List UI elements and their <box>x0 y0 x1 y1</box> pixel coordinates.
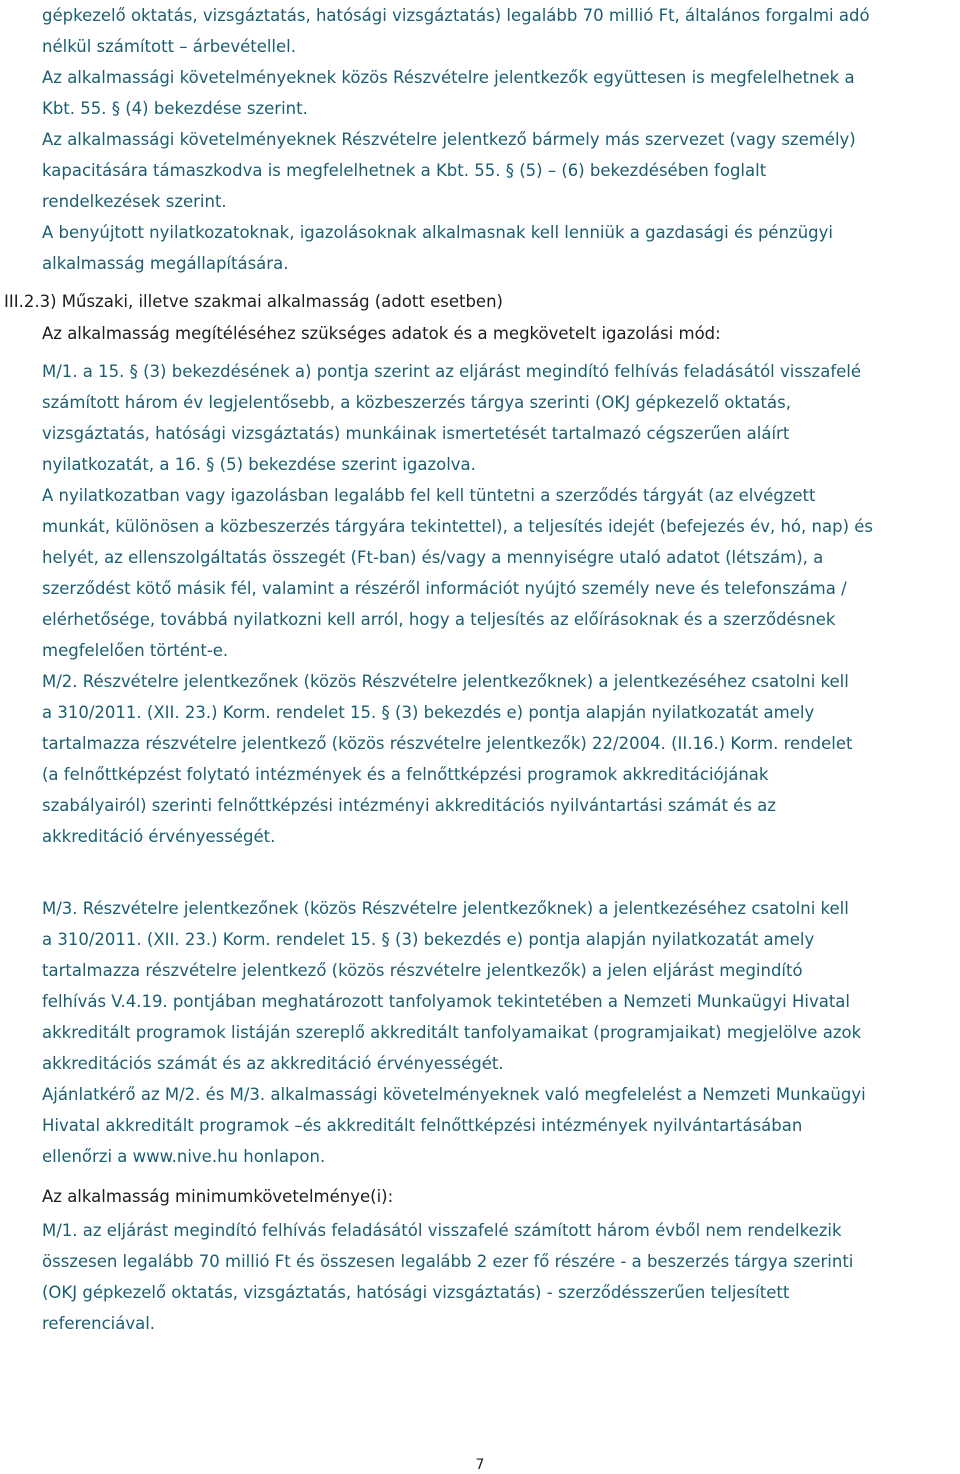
text-line: A benyújtott nyilatkozatoknak, igazolásoknak alkalmasnak kell lenniük a gazdasági és pénzügyi <box>42 223 833 242</box>
text-line: a 310/2011. (XII. 23.) Korm. rendelet 15. § (3) bekezdés e) pontja alapján nyilatkozatát amely <box>42 930 815 949</box>
text-line: felhívás V.4.19. pontjában meghatározott tanfolyamok tekintetében a Nemzeti Munkaügyi Hivatal <box>42 992 850 1011</box>
text-line: Az alkalmassági követelményeknek Részvételre jelentkező bármely más szervezet (vagy személy) <box>42 130 856 149</box>
minimum-m1-paragraph <box>42 1215 942 1339</box>
minimum-label-block <box>42 1181 942 1212</box>
text-line: megfelelően történt-e. <box>42 641 229 660</box>
text-line: Ajánlatkérő az M/2. és M/3. alkalmassági követelményeknek való megfelelést a Nemzeti Munkaügyi <box>42 1085 866 1104</box>
text-line: M/1. az eljárást megindító felhívás feladásától visszafelé számított három évből nem rendelkezik <box>42 1221 842 1240</box>
text-line: M/2. Részvételre jelentkezőnek (közös Részvételre jelentkezőknek) a jelentkezéséhez csatolni kell <box>42 672 849 691</box>
text-line: a 310/2011. (XII. 23.) Korm. rendelet 15. § (3) bekezdés e) pontja alapján nyilatkozatát amely <box>42 703 815 722</box>
text-line: tartalmazza részvételre jelentkező (közös részvételre jelentkezők) 22/2004. (II.16.) Korm. rendelet <box>42 734 853 753</box>
text-line: rendelkezések szerint. <box>42 192 227 211</box>
text-line: akkreditáció érvényességét. <box>42 827 276 846</box>
m3-paragraphs <box>42 893 942 1172</box>
page-number: 7 <box>475 1457 485 1473</box>
text-line: vizsgáztatás, hatósági vizsgáztatás) munkáinak ismertetését tartalmazó cégszerűen aláírt <box>42 424 790 443</box>
text-line: M/1. a 15. § (3) bekezdésének a) pontja szerint az eljárást megindító felhívás feladásától visszafelé <box>42 362 862 381</box>
text-line: akkreditált programok listáján szereplő akkreditált tanfolyamaikat (programjaikat) megjelölve azok <box>42 1023 862 1042</box>
text-line: kapacitására támaszkodva is megfelelhetnek a Kbt. 55. § (5) – (6) bekezdésében foglalt <box>42 161 767 180</box>
text-line: szerződést kötő másik fél, valamint a részéről információt nyújtó személy neve és telefonszáma / <box>42 579 847 598</box>
mode-label-block <box>42 318 942 349</box>
text-line: nélkül számított – árbevétellel. <box>42 37 297 56</box>
text-line: munkát, különösen a közbeszerzés tárgyára tekintettel), a teljesítés idejét (befejezés év, hó, nap) és <box>42 517 873 536</box>
text-line: (a felnőttképzést folytató intézmények és a felnőttképzési programok akkreditációjának <box>42 765 769 784</box>
text-line: helyét, az ellenszolgáltatás összegét (Ft-ban) és/vagy a mennyiségre utaló adatot (létszám), a <box>42 548 824 567</box>
text-line: M/3. Részvételre jelentkezőnek (közös Részvételre jelentkezőknek) a jelentkezéséhez csatolni kell <box>42 899 849 918</box>
text-line: referenciával. <box>42 1314 156 1333</box>
text-line: Kbt. 55. § (4) bekezdése szerint. <box>42 99 308 118</box>
text-line: A nyilatkozatban vagy igazolásban legalább fel kell tüntetni a szerződés tárgyát (az elvégzett <box>42 486 816 505</box>
text-line: (OKJ gépkezelő oktatás, vizsgáztatás, hatósági vizsgáztatás) - szerződésszerűen teljesített <box>42 1283 790 1302</box>
text-line: nyilatkozatát, a 16. § (5) bekezdése szerint igazolva. <box>42 455 476 474</box>
text-line: Hivatal akkreditált programok –és akkreditált felnőttképzési intézmények nyilvántartásában <box>42 1116 803 1135</box>
top-paragraphs <box>42 0 942 279</box>
text-line: számított három év legjelentősebb, a közbeszerzés tárgya szerinti (OKJ gépkezelő oktatás, <box>42 393 791 412</box>
text-line: tartalmazza részvételre jelentkező (közös részvételre jelentkezők) a jelen eljárást megindító <box>42 961 803 980</box>
text-line: elérhetősége, továbbá nyilatkozni kell arról, hogy a teljesítés az előírásoknak és a szerződésnek <box>42 610 836 629</box>
text-line: ellenőrzi a www.nive.hu honlapon. <box>42 1147 326 1166</box>
section-heading-block <box>4 286 904 317</box>
text-line: szabályairól) szerinti felnőttképzési intézményi akkreditációs nyilvántartási számát és az <box>42 796 776 815</box>
m1-m2-paragraphs <box>42 356 942 852</box>
minimum-requirements-label: Az alkalmasság minimumkövetelménye(i): <box>42 1187 394 1206</box>
text-line: akkreditációs számát és az akkreditáció érvényességét. <box>42 1054 504 1073</box>
text-line: összesen legalább 70 millió Ft és összesen legalább 2 ezer fő részére - a beszerzés tárgya szerinti <box>42 1252 854 1271</box>
section-heading: III.2.3) Műszaki, illetve szakmai alkalmasság (adott esetben) <box>4 292 503 311</box>
mode-label: Az alkalmasság megítéléséhez szükséges adatok és a megkövetelt igazolási mód: <box>42 324 721 343</box>
text-line: gépkezelő oktatás, vizsgáztatás, hatósági vizsgáztatás) legalább 70 millió Ft, általános forgalmi adó <box>42 6 870 25</box>
text-line: alkalmasság megállapítására. <box>42 254 289 273</box>
text-line: Az alkalmassági követelményeknek közös Részvételre jelentkezők együttesen is megfelelhetnek a <box>42 68 855 87</box>
